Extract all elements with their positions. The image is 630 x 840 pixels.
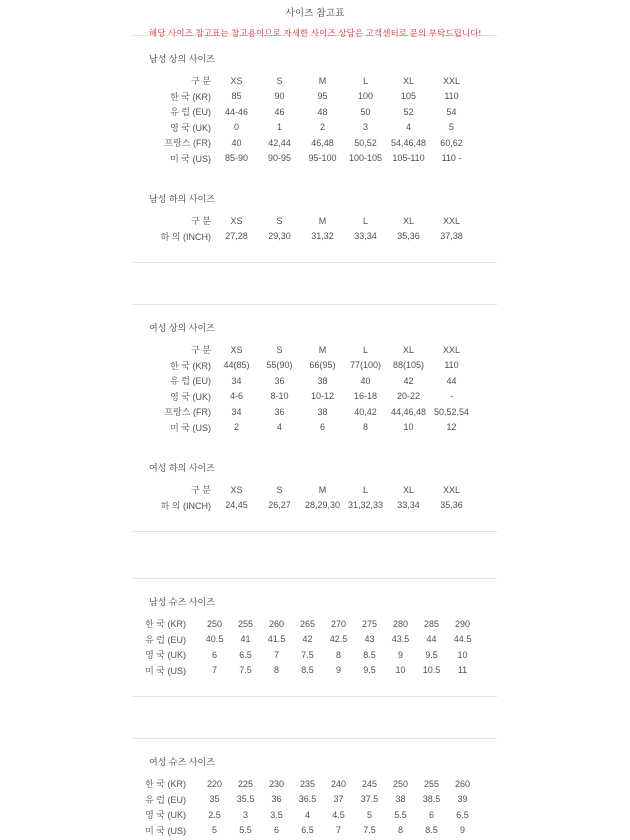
size-value: 250	[392, 778, 409, 789]
size-value: 42	[403, 375, 414, 386]
page-title: 사이즈 참고표	[285, 8, 345, 19]
size-value: 33,34	[397, 500, 420, 511]
size-value: 34	[231, 406, 242, 417]
size-value: 44	[426, 634, 437, 645]
size-value: 9.5	[363, 665, 376, 676]
size-value: 3	[242, 809, 248, 820]
table-row	[133, 632, 478, 648]
size-value: 9	[335, 665, 341, 676]
size-value: 8.5	[301, 665, 314, 676]
size-value: 20-22	[396, 391, 421, 402]
size-value: 105-110	[392, 153, 425, 164]
size-value: 4-6	[229, 391, 243, 402]
size-value: 7.5	[239, 665, 252, 676]
size-value: 260	[268, 618, 285, 629]
size-value: 44,46,48	[390, 406, 427, 417]
size-value: 6.5	[456, 809, 469, 820]
size-value: 16-18	[353, 391, 378, 402]
size-value: 90	[274, 91, 285, 102]
size-value: 85	[231, 91, 242, 102]
size-value: 35,36	[440, 500, 463, 511]
size-value: -	[450, 391, 453, 402]
row-label: 한 국 (KR)	[170, 360, 211, 371]
size-value: 0	[233, 122, 239, 133]
table-row	[133, 792, 478, 808]
size-value: 95	[317, 91, 328, 102]
size-value: 100	[357, 91, 374, 102]
size-value: 44(85)	[223, 360, 250, 371]
size-value: 7.5	[301, 649, 314, 660]
size-value: 250	[206, 618, 223, 629]
size-value: 34	[231, 375, 242, 386]
size-value: 10	[403, 422, 414, 433]
size-value: L	[362, 215, 368, 226]
mens-tops-title: 남성 상의 사이즈	[149, 54, 215, 64]
row-label: 유 럽 (EU)	[145, 794, 186, 805]
size-value: 6	[211, 649, 217, 660]
size-value: 42.5	[329, 634, 348, 645]
size-value: 6.5	[301, 825, 314, 836]
size-value: 36	[274, 406, 285, 417]
size-value: XXL	[442, 215, 460, 226]
size-value: 54	[446, 106, 457, 117]
row-label: 영 국 (UK)	[170, 122, 211, 133]
size-value: 40,42	[354, 406, 377, 417]
size-value: 100-105	[348, 153, 383, 164]
womens-tops-block	[133, 321, 497, 435]
size-value: 85-90	[224, 153, 249, 164]
size-value: XS	[230, 215, 243, 226]
size-value: 5	[366, 809, 372, 820]
size-value: 10	[457, 649, 468, 660]
size-value: 40	[360, 375, 371, 386]
row-label: 프랑스 (FR)	[164, 138, 211, 149]
mens-bottoms-block	[133, 192, 497, 244]
size-value: XL	[402, 215, 414, 226]
size-value: 10.5	[422, 665, 441, 676]
table-row	[133, 373, 473, 389]
womens-shoes-block	[133, 755, 497, 838]
womens-shoes-title: 여성 슈즈 사이즈	[149, 757, 215, 767]
table-row	[133, 616, 478, 632]
size-value: 95-100	[308, 153, 337, 164]
size-value: 255	[237, 618, 254, 629]
table-row	[133, 420, 473, 436]
size-value: 9.5	[425, 649, 438, 660]
size-value: 245	[361, 778, 378, 789]
mens-tops-size-table	[133, 73, 473, 166]
row-label: 구 분	[191, 76, 211, 87]
size-value: 240	[330, 778, 347, 789]
row-label: 하 의 (INCH)	[160, 231, 211, 242]
section-mens-clothing	[133, 35, 497, 263]
size-value: 35,36	[397, 231, 420, 242]
size-value: 2	[319, 122, 325, 133]
table-row	[133, 151, 473, 167]
mens-bottoms-title: 남성 하의 사이즈	[149, 194, 215, 204]
size-value: 10	[395, 665, 406, 676]
size-value: 110	[444, 91, 459, 102]
table-row	[133, 213, 473, 229]
size-value: 26,27	[268, 500, 291, 511]
size-value: XXL	[442, 484, 460, 495]
table-row	[133, 482, 473, 498]
size-value: 35	[209, 794, 220, 805]
table-row	[133, 229, 473, 245]
size-value: 77(100)	[349, 360, 382, 371]
table-row	[133, 358, 473, 374]
size-value: 50,52,54	[433, 406, 470, 417]
page-header	[133, 0, 497, 38]
size-value: 43.5	[391, 634, 410, 645]
row-label: 한 국 (KR)	[170, 91, 211, 102]
size-value: L	[362, 75, 368, 86]
table-row	[133, 663, 478, 679]
size-value: 9	[459, 825, 465, 836]
size-value: 225	[237, 778, 254, 789]
size-value: M	[318, 344, 327, 355]
size-value: 6	[319, 422, 325, 433]
size-value: 8-10	[270, 391, 289, 402]
row-label: 한 국 (KR)	[145, 619, 186, 630]
size-value: 29,30	[268, 231, 291, 242]
row-label: 유 럽 (EU)	[170, 107, 211, 118]
row-label: 미 국 (US)	[170, 422, 211, 433]
size-value: 43	[364, 634, 375, 645]
row-label: 영 국 (UK)	[170, 391, 211, 402]
size-value: XL	[402, 344, 414, 355]
size-value: 7.5	[363, 825, 376, 836]
size-value: 44-46	[224, 106, 249, 117]
size-value: 88(105)	[392, 360, 425, 371]
size-value: 52	[403, 106, 414, 117]
size-value: 39	[457, 794, 468, 805]
size-value: 38.5	[422, 794, 441, 805]
table-row	[133, 104, 473, 120]
size-value: 31,32,33	[347, 500, 384, 511]
row-label: 한 국 (KR)	[145, 779, 186, 790]
womens-tops-title: 여성 상의 사이즈	[149, 323, 215, 333]
size-value: 10-12	[310, 391, 335, 402]
size-value: 105	[400, 91, 417, 102]
size-value: 8	[397, 825, 403, 836]
row-label: 미 국 (US)	[145, 665, 186, 676]
table-row	[133, 389, 473, 405]
mens-tops-block	[133, 52, 497, 166]
size-value: 265	[299, 618, 316, 629]
size-value: 36	[274, 375, 285, 386]
row-label: 미 국 (US)	[145, 825, 186, 836]
size-value: XXL	[442, 75, 460, 86]
table-row	[133, 89, 473, 105]
size-value: 44.5	[453, 634, 472, 645]
size-value: 37.5	[360, 794, 379, 805]
womens-tops-size-table	[133, 342, 473, 435]
size-value: 38	[317, 375, 328, 386]
womens-shoes-size-table	[133, 776, 478, 838]
row-label: 구 분	[191, 485, 211, 496]
table-row	[133, 647, 478, 663]
size-value: 280	[392, 618, 409, 629]
size-value: M	[318, 215, 327, 226]
reference-notice: 해당 사이즈 참고표는 참고용이므로 자세한 사이즈 상담은 고객센터로 문의 부탁드립니다!	[148, 28, 482, 38]
size-value: 38	[395, 794, 406, 805]
size-value: M	[318, 75, 327, 86]
size-value: 7	[335, 825, 341, 836]
size-value: 46	[274, 106, 285, 117]
size-value: 42	[302, 634, 313, 645]
size-value: 5.5	[239, 825, 252, 836]
size-value: 40.5	[205, 634, 224, 645]
size-value: 50	[360, 106, 371, 117]
size-value: 38	[317, 406, 328, 417]
size-reference-page	[133, 0, 497, 840]
womens-bottoms-title: 여성 하의 사이즈	[149, 463, 215, 473]
size-value: 230	[268, 778, 285, 789]
mens-shoes-block	[133, 595, 497, 678]
womens-bottoms-size-table	[133, 482, 473, 513]
table-row	[133, 135, 473, 151]
size-value: 275	[361, 618, 378, 629]
size-value: 235	[299, 778, 316, 789]
size-value: 5	[448, 122, 454, 133]
size-value: 4	[405, 122, 411, 133]
size-value: 11	[457, 665, 468, 676]
size-value: 270	[330, 618, 347, 629]
size-value: 42,44	[268, 137, 291, 148]
size-value: 3	[362, 122, 368, 133]
womens-bottoms-block	[133, 461, 497, 513]
size-value: 31,32	[311, 231, 334, 242]
size-value: XS	[230, 75, 243, 86]
size-value: 37	[333, 794, 344, 805]
row-label: 미 국 (US)	[170, 153, 211, 164]
size-value: 6	[273, 825, 279, 836]
size-value: XL	[402, 484, 414, 495]
size-value: S	[276, 75, 283, 86]
size-value: 54,46,48	[390, 137, 427, 148]
size-value: 33,34	[354, 231, 377, 242]
size-value: 36.5	[298, 794, 317, 805]
size-value: 41.5	[267, 634, 286, 645]
row-label: 프랑스 (FR)	[164, 407, 211, 418]
table-row	[133, 342, 473, 358]
size-value: 55(90)	[266, 360, 293, 371]
size-value: 7	[273, 649, 279, 660]
size-value: 7	[211, 665, 217, 676]
size-value: 35.5	[236, 794, 255, 805]
size-value: 285	[423, 618, 440, 629]
size-value: 6.5	[239, 649, 252, 660]
size-value: 48	[317, 106, 328, 117]
section-mens-shoes	[133, 578, 497, 697]
row-label: 영 국 (UK)	[145, 810, 186, 821]
size-value: 4	[304, 809, 310, 820]
size-value: 90-95	[267, 153, 292, 164]
size-value: 8	[362, 422, 368, 433]
size-value: 5	[211, 825, 217, 836]
section-womens-clothing	[133, 304, 497, 532]
size-value: M	[318, 484, 327, 495]
size-value: 8.5	[425, 825, 438, 836]
row-label: 유 럽 (EU)	[170, 376, 211, 387]
size-value: 36	[271, 794, 282, 805]
size-value: 5.5	[394, 809, 407, 820]
size-value: 60,62	[440, 137, 463, 148]
size-value: 46,48	[311, 137, 334, 148]
row-label: 하 의 (INCH)	[160, 500, 211, 511]
size-value: 4.5	[332, 809, 345, 820]
size-value: 8	[273, 665, 279, 676]
size-value: XS	[230, 344, 243, 355]
table-row	[133, 823, 478, 839]
size-value: 66(95)	[309, 360, 336, 371]
size-value: XL	[402, 75, 414, 86]
size-value: 2	[233, 422, 239, 433]
size-value: 28,29,30	[304, 500, 341, 511]
size-value: S	[276, 484, 283, 495]
size-value: 1	[276, 122, 282, 133]
size-value: 41	[240, 634, 251, 645]
table-row	[133, 120, 473, 136]
size-value: 9	[397, 649, 403, 660]
table-row	[133, 73, 473, 89]
size-value: L	[362, 344, 368, 355]
size-value: L	[362, 484, 368, 495]
size-value: S	[276, 215, 283, 226]
row-label: 영 국 (UK)	[145, 650, 186, 661]
size-value: 110 -	[441, 153, 462, 164]
size-value: 44	[446, 375, 457, 386]
size-value: 12	[446, 422, 457, 433]
size-value: XS	[230, 484, 243, 495]
size-value: 37,38	[440, 231, 463, 242]
section-womens-shoes	[133, 738, 497, 840]
size-value: 3.5	[270, 809, 283, 820]
table-row	[133, 776, 478, 792]
size-value: 260	[454, 778, 471, 789]
size-value: 6	[428, 809, 434, 820]
mens-shoes-size-table	[133, 616, 478, 678]
table-row	[133, 498, 473, 514]
table-row	[133, 404, 473, 420]
size-value: 50,52	[354, 137, 377, 148]
size-value: 220	[206, 778, 223, 789]
size-value: 27,28	[225, 231, 248, 242]
size-value: 110	[444, 360, 459, 371]
size-value: 255	[423, 778, 440, 789]
row-label: 구 분	[191, 345, 211, 356]
size-value: S	[276, 344, 283, 355]
size-value: 2.5	[208, 809, 221, 820]
size-value: 8.5	[363, 649, 376, 660]
size-value: 290	[454, 618, 471, 629]
size-value: 4	[276, 422, 282, 433]
size-value: 40	[231, 137, 242, 148]
mens-bottoms-size-table	[133, 213, 473, 244]
size-value: 8	[335, 649, 341, 660]
table-row	[133, 807, 478, 823]
mens-shoes-title: 남성 슈즈 사이즈	[149, 597, 215, 607]
row-label: 유 럽 (EU)	[145, 634, 186, 645]
size-value: XXL	[442, 344, 460, 355]
size-value: 24,45	[225, 500, 248, 511]
row-label: 구 분	[191, 216, 211, 227]
